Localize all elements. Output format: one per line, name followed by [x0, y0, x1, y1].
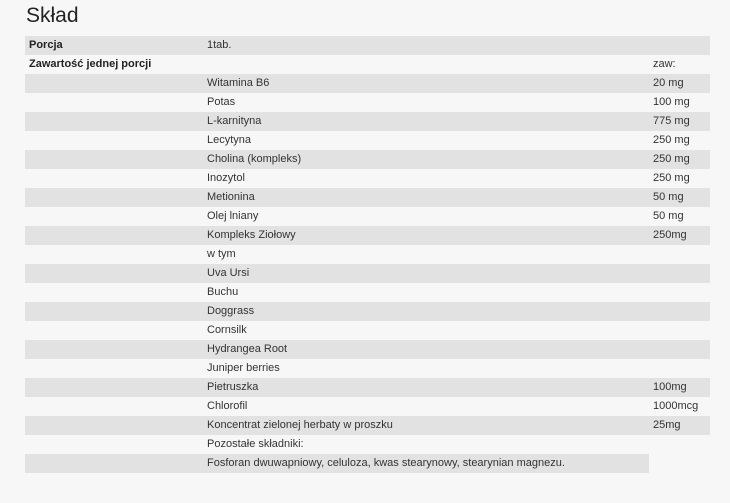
row-label — [25, 93, 203, 112]
ingredient-name: Hydrangea Root — [203, 340, 649, 359]
row-label: Porcja — [25, 36, 203, 55]
ingredient-name: Juniper berries — [207, 362, 280, 374]
ingredient-name: Chlorofil — [207, 400, 248, 412]
ingredient-name: Inozytol — [207, 172, 245, 184]
ingredient-name: Cornsilk — [207, 324, 247, 336]
row-label — [25, 416, 203, 435]
page-title: Skład — [26, 4, 79, 27]
ingredient-name: Potas — [207, 96, 236, 108]
row-label — [25, 188, 203, 207]
row-label — [25, 150, 203, 169]
row-label: Zawartość jednej porcji — [29, 58, 152, 70]
table-row — [25, 302, 710, 321]
table-row — [25, 93, 710, 112]
ingredient-amount: 775 mg — [649, 112, 710, 131]
table-row — [25, 112, 710, 131]
ingredient-name: Uva Ursi — [203, 264, 649, 283]
table-row — [25, 150, 710, 169]
ingredient-amount: 100 mg — [653, 96, 690, 108]
table-row — [25, 188, 710, 207]
row-label — [25, 245, 203, 264]
table-row — [25, 378, 710, 397]
row-label — [25, 359, 203, 378]
row-label — [25, 112, 203, 131]
table-row — [25, 74, 710, 93]
ingredient-name: w tym — [207, 248, 236, 260]
ingredient-name: Cholina (kompleks) — [203, 150, 649, 169]
ingredient-amount: 250 mg — [649, 150, 710, 169]
table-row — [25, 226, 710, 245]
table-row — [25, 340, 710, 359]
table-row — [25, 131, 710, 150]
ingredient-amount — [649, 245, 710, 264]
ingredient-amount: 1000mcg — [653, 400, 699, 412]
row-label — [25, 378, 203, 397]
ingredient-amount: 25mg — [649, 416, 710, 435]
ingredient-name: Buchu — [207, 286, 239, 298]
ingredient-amount: 20 mg — [649, 74, 710, 93]
ingredient-name: L-karnityna — [203, 112, 649, 131]
ingredient-amount: 50 mg — [649, 188, 710, 207]
ingredient-amount: 250 mg — [653, 134, 690, 146]
row-label — [25, 340, 203, 359]
ingredient-name: Witamina B6 — [203, 74, 649, 93]
ingredient-name: Kompleks Ziołowy — [203, 226, 649, 245]
table-row — [25, 245, 710, 264]
ingredient-name: Doggrass — [203, 302, 649, 321]
row-label — [25, 321, 203, 340]
table-row — [25, 36, 710, 55]
ingredient-name: Olej lniany — [207, 210, 259, 222]
ingredient-amount — [649, 302, 710, 321]
row-label — [25, 454, 203, 473]
ingredient-amount: 50 mg — [653, 210, 684, 222]
ingredient-name: Lecytyna — [207, 134, 252, 146]
ingredient-amount — [649, 435, 710, 454]
ingredient-amount: 250 mg — [653, 172, 690, 184]
row-label — [25, 207, 203, 226]
table-row — [25, 359, 710, 378]
row-label — [25, 435, 203, 454]
row-label — [25, 264, 203, 283]
ingredient-amount — [649, 454, 710, 473]
ingredient-name: Pietruszka — [203, 378, 649, 397]
table-row — [25, 169, 710, 188]
ingredient-name: Fosforan dwuwapniowy, celuloza, kwas stearynowy, stearynian magnezu. — [203, 454, 649, 473]
ingredient-amount — [649, 283, 710, 302]
table-row — [25, 283, 710, 302]
ingredient-name: Pozostałe składniki: — [207, 438, 304, 450]
ingredient-amount — [649, 264, 710, 283]
table-row — [25, 397, 710, 416]
ingredient-amount: 250mg — [649, 226, 710, 245]
table-row — [25, 55, 710, 74]
row-label — [25, 169, 203, 188]
table-row — [25, 207, 710, 226]
row-label — [25, 302, 203, 321]
row-label — [25, 397, 203, 416]
ingredient-amount — [649, 359, 710, 378]
ingredient-amount: 100mg — [649, 378, 710, 397]
table-row — [25, 264, 710, 283]
table-row — [25, 416, 710, 435]
ingredient-amount — [649, 321, 710, 340]
ingredient-amount: zaw: — [653, 58, 676, 70]
ingredient-name: 1tab. — [203, 36, 649, 55]
composition-table — [25, 36, 710, 473]
ingredient-name: Koncentrat zielonej herbaty w proszku — [203, 416, 649, 435]
table-row — [25, 321, 710, 340]
table-row — [25, 454, 710, 473]
row-label — [25, 74, 203, 93]
ingredient-name — [203, 55, 649, 74]
table-row — [25, 435, 710, 454]
ingredient-amount — [649, 36, 710, 55]
ingredient-name: Metionina — [203, 188, 649, 207]
ingredient-amount — [649, 340, 710, 359]
row-label — [25, 131, 203, 150]
row-label — [25, 283, 203, 302]
row-label — [25, 226, 203, 245]
